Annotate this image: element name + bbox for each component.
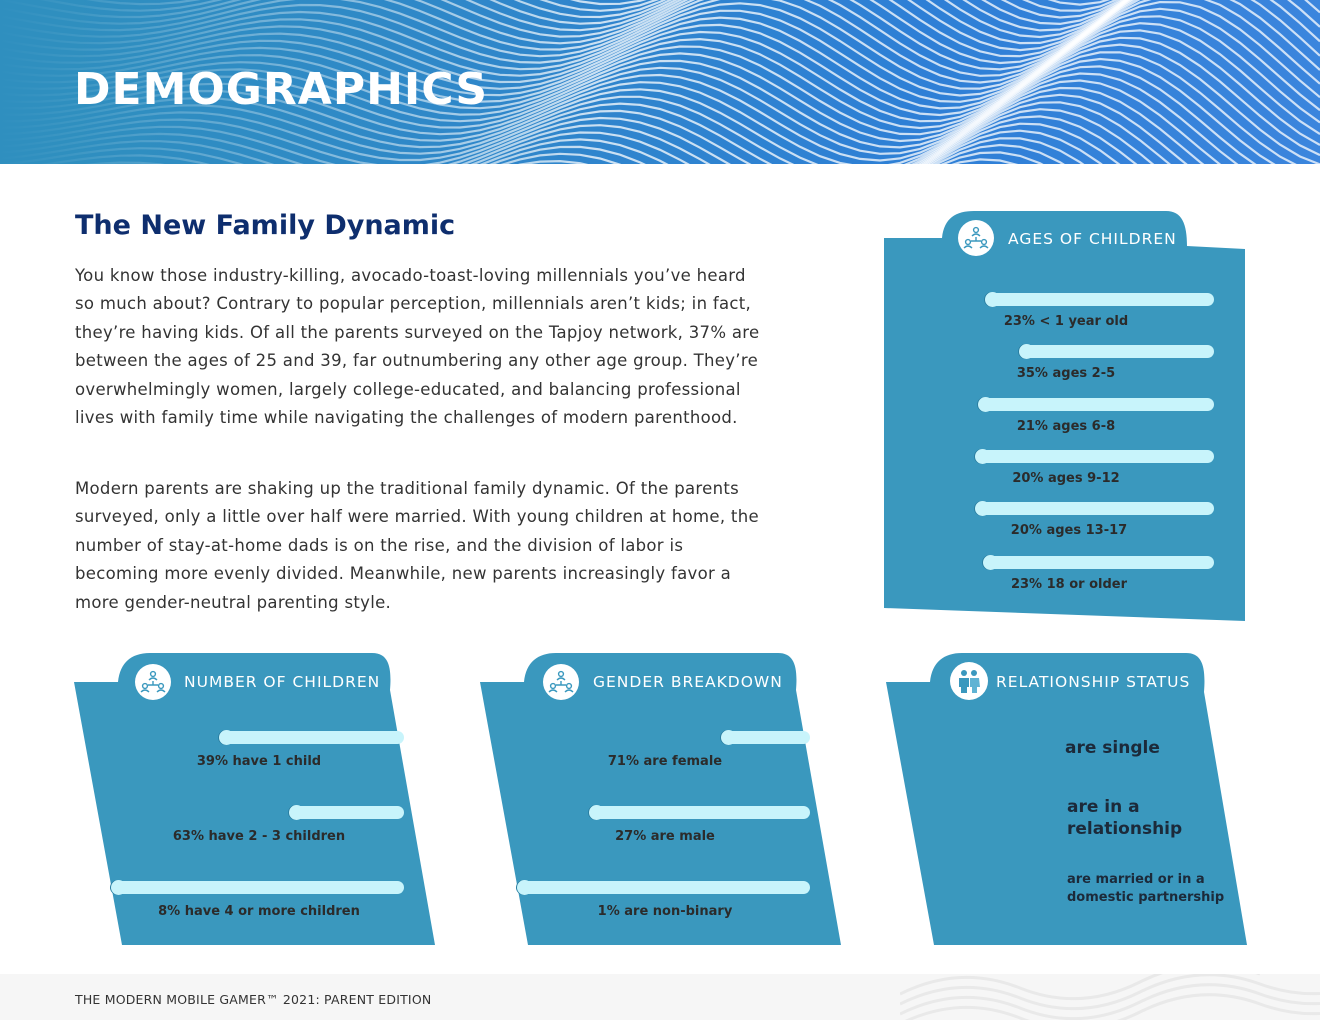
number-of-children-title: NUMBER OF CHILDREN: [184, 673, 381, 691]
header-banner: [0, 0, 1320, 164]
gender-label-2: 27% are male: [615, 829, 715, 844]
number-of-children-panel: [74, 652, 436, 946]
ages-label-2: 35% ages 2-5: [1016, 366, 1116, 381]
gender-label-3: 1% are non-binary: [597, 904, 733, 919]
ages-label-4: 20% ages 9-12: [1012, 471, 1120, 486]
ages-label-6: 23% 18 or older: [1010, 577, 1128, 592]
ages-bar-5: [978, 502, 1214, 515]
family-icon: [135, 664, 171, 700]
panel-background: [74, 652, 436, 946]
footer-wave-pattern: [900, 974, 1320, 1020]
relationship-status-panel: [886, 652, 1248, 946]
footer: [0, 974, 1320, 1020]
body-paragraph-2: Modern parents are shaking up the traditional family dynamic. Of the parents surveyed, only a little over half were married. With young children at home, the number of stay-at-home dads is on the rise, and the division of labor is becoming more evenly divided. Meanwhile, new parents increasingly favor a more gender-neutral parenting style.: [75, 479, 759, 612]
relationship-label-3: are married or in a domestic partnership: [1067, 872, 1225, 905]
relationship-status-title: RELATIONSHIP STATUS: [996, 673, 1191, 691]
ages-bar-2: [1022, 345, 1214, 358]
ages-bar-3: [981, 398, 1214, 411]
children-label-3: 8% have 4 or more children: [158, 904, 360, 919]
panel-background: [480, 652, 842, 946]
gender-breakdown-panel: [480, 652, 842, 946]
children-label-1: 39% have 1 child: [196, 754, 322, 769]
family-icon: [543, 664, 579, 700]
ages-bar-6: [986, 556, 1214, 569]
couple-icon: [950, 662, 988, 700]
ages-label-3: 21% ages 6-8: [1016, 419, 1116, 434]
ages-of-children-panel: [884, 210, 1246, 622]
page-title: DEMOGRAPHICS: [74, 64, 489, 115]
children-label-2: 63% have 2 - 3 children: [172, 829, 346, 844]
gender-label-1: 71% are female: [607, 754, 723, 769]
family-icon: [958, 220, 994, 256]
ages-label-5: 20% ages 13-17: [1010, 523, 1128, 538]
ages-of-children-title: AGES OF CHILDREN: [1008, 230, 1177, 248]
children-bar-1: [222, 731, 404, 744]
ages-bar-1: [988, 293, 1214, 306]
publication-title: THE MODERN MOBILE GAMER™ 2021: PARENT EDITION: [75, 992, 432, 1007]
gender-bar-1: [724, 731, 810, 744]
relationship-label-2: are in a relationship: [1067, 797, 1183, 839]
body-paragraph-1: You know those industry-killing, avocado-toast-loving millennials you’ve heard so much about? Contrary to popular perception, millennials aren’t kids; in fact, they’re having kids. Of all the parents surveyed on the Tapjoy network, 37% are between the ages of 25 and 39, far outnumbering any other age group. They’re overwhelmingly women, largely college-educated, and balancing professional lives with family time while navigating the challenges of modern parenthood.: [75, 266, 760, 428]
section-heading: The New Family Dynamic: [75, 210, 456, 241]
gender-bar-2: [592, 806, 810, 819]
children-bar-2: [292, 806, 404, 819]
gender-breakdown-title: GENDER BREAKDOWN: [593, 673, 783, 691]
ages-label-1: 23% < 1 year old: [1003, 314, 1129, 329]
children-bar-3: [114, 881, 404, 894]
ages-bar-4: [978, 450, 1214, 463]
relationship-label-1: are single: [1065, 738, 1160, 758]
gender-bar-3: [520, 881, 810, 894]
